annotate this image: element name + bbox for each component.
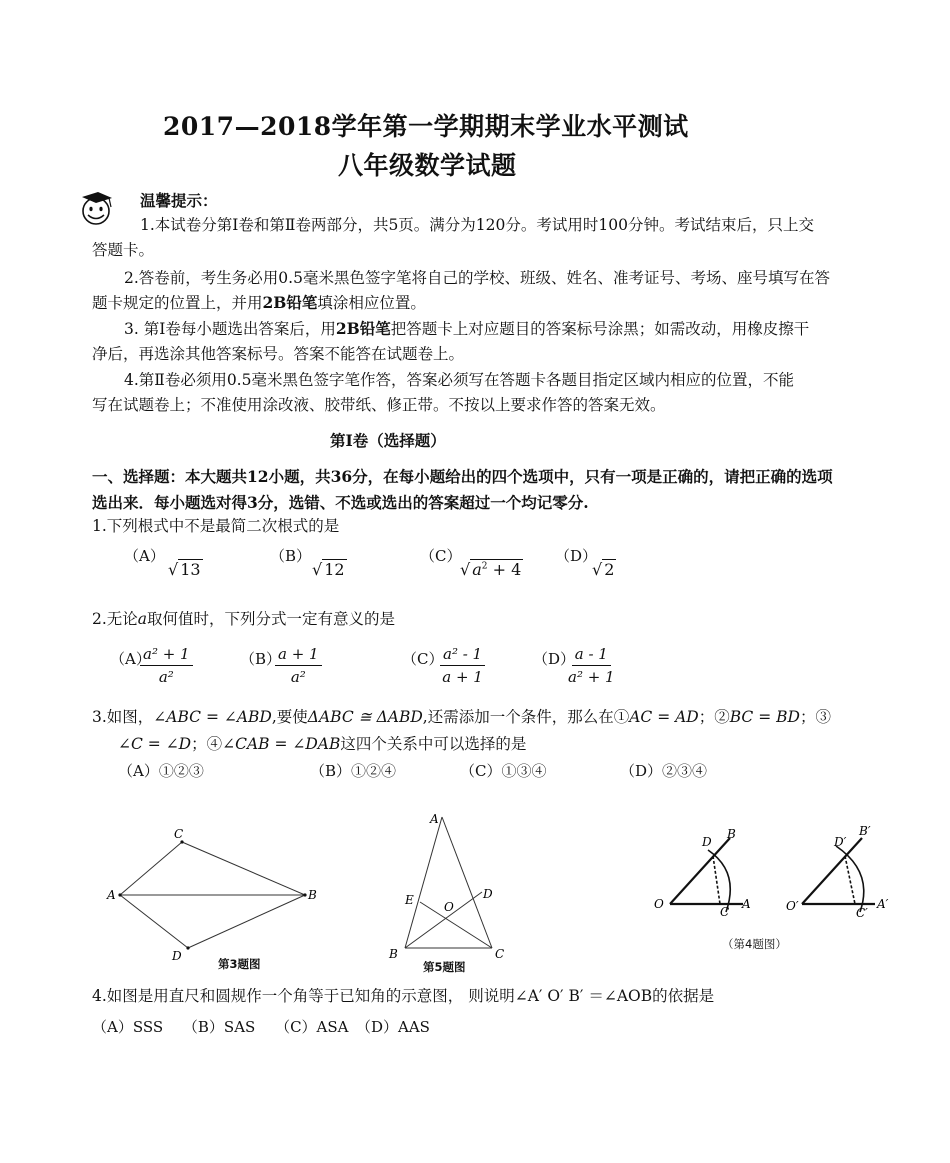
figure-5 xyxy=(385,810,515,964)
q2-option-c-label: （C） xyxy=(402,650,444,668)
fig4-left-label-o: O xyxy=(654,897,664,911)
tip-4-line-2: 写在试题卷上；不准使用涂改液、胶带纸、修正带。不按以上要求作答的答案无效。 xyxy=(92,396,666,414)
fig5-label-d: D xyxy=(483,887,493,901)
q3-stem-line-1: 3.如图，∠ABC = ∠ABD,要使ΔABC ≅ ΔABD,还需添加一个条件，那么在①AC = AD；②BC = BD；③ xyxy=(92,708,831,726)
q3-option-a: （A）①②③ xyxy=(118,762,204,780)
smiley-graduate-icon xyxy=(76,190,116,230)
exam-title: 2017—2018学年第一学期期末学业水平测试 xyxy=(163,112,689,141)
tip-3-line-2: 净后，再选涂其他答案标号。答案不能答在试题卷上。 xyxy=(92,345,465,363)
fig4-right-label-b: B′ xyxy=(859,824,871,838)
fig4-left-label-b: B xyxy=(727,827,736,841)
q4-options: （A）SSS （B）SAS （C）ASA （D）AAS xyxy=(92,1018,430,1036)
figure-4-caption: （第4题图） xyxy=(722,937,787,951)
tip-1-line-2: 答题卡。 xyxy=(92,241,155,259)
section-intro-line-1: 一、选择题：本大题共12小题，共36分，在每小题给出的四个选项中，只有一项是正确的，请把正确的选项 xyxy=(92,467,833,486)
fig5-label-a: A xyxy=(430,812,439,826)
tip-3-line-1: 3. 第Ⅰ卷每小题选出答案后，用2B铅笔把答题卡上对应题目的答案标号涂黑；如需改动，用橡皮擦干 xyxy=(124,319,810,338)
fig4-left-label-d: D xyxy=(702,835,712,849)
tip-4-line-1: 4.第Ⅱ卷必须用0.5毫米黑色签字笔作答，答案必须写在答题卡各题目指定区域内相应的位置，不能 xyxy=(124,371,794,389)
fig3-label-b: B xyxy=(308,888,317,902)
figure-4 xyxy=(650,820,900,929)
section-title: 第Ⅰ卷（选择题） xyxy=(330,431,446,450)
q3-option-b: （B）①②④ xyxy=(310,762,397,780)
fig3-label-c: C xyxy=(174,827,184,841)
fig4-right-label-c: C′ xyxy=(856,906,868,920)
q2-option-b-fraction: $\frac{a + 1}{\text{a²}}$ xyxy=(275,645,322,686)
fig3-label-d: D xyxy=(172,949,182,963)
tips-heading: 温馨提示： xyxy=(140,191,218,210)
q1-option-b-value: √ 12 xyxy=(312,560,345,579)
q2-stem: 2.无论a取何值时，下列分式一定有意义的是 xyxy=(92,610,396,628)
figure-3 xyxy=(100,820,330,974)
figure-5-caption: 第5题图 xyxy=(423,960,466,974)
tip-2-line-2: 题卡规定的位置上，并用2B铅笔填涂相应位置。 xyxy=(92,293,426,312)
q2-option-d-fraction: $\frac{a - 1}{\text{a² + 1}}$ xyxy=(568,645,615,686)
q3-option-c: （C）①③④ xyxy=(460,762,547,780)
q1-option-b-label: （B） xyxy=(270,547,312,565)
fig4-right-label-d: D′ xyxy=(834,835,847,849)
exam-subtitle: 八年级数学试题 xyxy=(338,151,517,180)
q4-stem: 4.如图是用直尺和圆规作一个角等于已知角的示意图， 则说明∠A′ O′ B′ ＝∠AOB的依据是 xyxy=(92,987,715,1005)
q1-option-a-value: √ 13 xyxy=(168,560,201,579)
fig5-label-c: C xyxy=(495,947,505,960)
q2-option-b-label: （B） xyxy=(240,650,282,668)
q1-stem: 1.下列根式中不是最简二次根式的是 xyxy=(92,517,340,535)
q3-stem-line-2: ∠C = ∠D；④∠CAB = ∠DAB这四个关系中可以选择的是 xyxy=(118,735,527,753)
tip-2-line-1: 2.答卷前，考生务必用0.5毫米黑色签字笔将自己的学校、班级、姓名、准考证号、考场、座号填写在答 xyxy=(124,269,830,287)
fig4-left-label-a: A xyxy=(742,897,751,911)
q2-option-a-fraction: $\frac{\text{a² + 1}}{\text{a²}}$ xyxy=(140,645,193,686)
q1-option-c-value: √ $a^2 + 4$ xyxy=(460,560,522,579)
q1-option-a-label: （A） xyxy=(124,547,165,565)
fig4-right-label-a: A′ xyxy=(877,897,889,911)
q2-option-a-label: （A） xyxy=(110,650,151,668)
fig5-label-b: B xyxy=(389,947,398,960)
q1-option-d-label: （D） xyxy=(555,547,598,565)
figure-3-caption: 第3题图 xyxy=(218,957,261,971)
q2-option-d-label: （D） xyxy=(533,650,576,668)
q3-option-d: （D）②③④ xyxy=(620,762,708,780)
fig4-left-label-c: C xyxy=(720,905,730,919)
fig5-label-e: E xyxy=(405,893,414,907)
q1-option-c-label: （C） xyxy=(420,547,462,565)
tip-1-line-1: 1.本试卷分第Ⅰ卷和第Ⅱ卷两部分，共5页。满分为120分。考试用时100分钟。考试结束后，只上交 xyxy=(140,216,814,234)
section-intro-line-2: 选出来．每小题选对得3分，选错、不选或选出的答案超过一个均记零分. xyxy=(92,493,589,512)
q1-option-d-value: √ 2 xyxy=(592,560,615,579)
q2-option-c-fraction: $\frac{\text{a² - 1}}{a + 1}$ xyxy=(440,645,485,686)
fig3-label-a: A xyxy=(107,888,116,902)
fig4-right-label-o: O′ xyxy=(786,899,799,913)
fig5-label-o: O xyxy=(444,900,454,914)
